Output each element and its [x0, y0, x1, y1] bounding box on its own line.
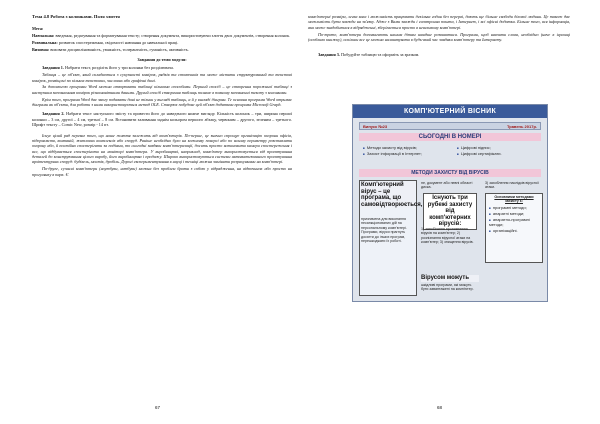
list-item: ■ організаційні.	[489, 228, 541, 233]
goal-educational: Навчальна: введення, редагування та форматування тексту; створення документа, використовуючи злиття двох документів, створення колонок.	[32, 32, 291, 38]
topic-title: Тема 4.8 Робота з колонками. Поля злиття	[32, 14, 120, 19]
virus-description: призначена для виконання несанкціонованих дій на персональному комп'ютері. Програми, віруси прагнуть досягти до інших програм, перешкоджати їх роботі.	[361, 217, 407, 244]
goal-label: Мета:	[32, 25, 44, 31]
methods-box-heading: Основними методами захисту є:	[494, 195, 534, 204]
right-page	[300, 0, 600, 424]
task-1-paragraph: Крім того, програма Word дає змогу подавати дані не тільки у вигляді таблиць, а й у вигляді діаграм. Те основна програма Word отримає діаграми як об'єкти, для роботи з ними використовується метод OLE. Створює побудове цей об'єкт додатком програма Microsoft Graph.	[32, 96, 292, 107]
in-issue-heading: СЬОГОДНІ В НОМЕРІ	[359, 133, 541, 141]
column-2-top: не, документ або певні області диска.	[421, 181, 473, 190]
task-1-paragraph: Таблиця – це об'єкт, який складається з сукупності комірок, рядків та стовпчиків та може містити структурований та текстові комірок, розміщені по кількох текстових, числових або графічні дані.	[32, 72, 292, 83]
contents-left	[363, 145, 449, 157]
list-item: ■ Захист інформації в Інтернет;	[363, 151, 449, 156]
goal-developing: Розвивальна: розвиток спостереження, свідомості навчання до навчальної праці.	[32, 39, 179, 45]
list-item: ■ Цифрові підпис;	[457, 145, 541, 150]
defense-list: 1) запобігання проникненню вірусів на комп'ютер; 2) розпізнання вірусної атаки на комп'ютер; 3) знищення вірусів.	[421, 227, 474, 245]
list-item: ■ Методи захисту від вірусів;	[363, 145, 449, 150]
page-number: 68	[437, 405, 443, 410]
right-paragraph: комп'ютерні розміри, легка вага і можливість працювати декілька годин без перерві, дають ще більше свободи ділової людини. Це також дає можливість бути завжди на зв'язку. Адже з Вами завжди і електронна пошта, і Інтернет, і всі офісні додатки. Більше того, вся інформація, яка може знадобитися в відрядженні, зберігається просто в невеликому комп'ютері.	[308, 14, 570, 30]
defense-lines: Існують три рубежі захисту від комп'ютерних вірусів:	[423, 193, 477, 230]
bottom-heading: Вірусом можуть	[421, 275, 479, 282]
issue-number: Випуск №23	[363, 124, 388, 129]
list-item: ■ апаратно-програмні методи;	[489, 217, 541, 227]
tasks-heading: Завдання до теми модуля:	[137, 56, 187, 62]
list-item: ■ програмні методи;	[489, 205, 541, 210]
task-2: Завдання 2. Набрати текст наступного змісту та привести його до наведеного нижче вигляду. Кількість колонок – три, ширина першої колонки – 3 см, другої – 4 см, третьої – 8 см. Встановити заливання заднім кольором першого абзацу, червоним – другого, зеленим – третього. Шрифт тексту – Comic New, розмір - 14 пт.	[32, 111, 292, 128]
column-3-top: 3) захоблення наслідків вірусної атаки.	[485, 181, 539, 190]
task-2-paragraph: По-друге, сучасні комп'ютери (ноутбуки, нетбуки) можна без проблем брати з собою у відрядження, на відпочинок або просто на прогулянку в парк. Є	[32, 166, 292, 177]
right-paragraph: По-третє, комп'ютери допомагають нашим дітям швидше розвиватися. Програми, щоб навчити слова, необхідно (наче в іграшці (особливо книжку), оскільки все це можна налаштувати в будь-який час завдяки комп'ютеру та Інтернету.	[308, 31, 570, 42]
task-2-paragraph: Існує цілий ряд переваг того, що наше життя залежить від комп'ютерів. По-перше, це значно спрощує організацію охорони офісів, підприємств, компаній, житлових комплексів або споруд. Раніше необхідно було на кожному поверсі або по всьому периметру розставляти охорону або, й постійно спостерігати за подіями, то сьогодні завдяки комп'ютеризації, досить просто встановити камери спостереження і все, що відбувається спостерігати на моніторі комп'ютера. У виробництві, наприклад, комп'ютер використовується від проектування деталей до конструювання цілого виробу, його виробництва і продажу. Широко використовуються системи автоматизованого проектування архітектурних споруд: будівель, мостів, дробіль. Дорогі експериментування в науці і техніці можна замінити розрахунками на комп'ютері.	[32, 132, 292, 165]
methods-list	[489, 205, 541, 234]
goal-upbringing: Виховна: виховати дисциплінованість, уважність, толерантність, гуманість, активність.	[32, 46, 189, 52]
task-3: Завдання 3. Побудуйте таблицю та оформіть за зразком.	[318, 52, 420, 58]
issue-date: Травень 2017р.	[506, 124, 537, 129]
newspaper-sample	[352, 104, 548, 302]
bottom-text: шкідливі програми, які можуть бути завантажені на комп'ютер.	[421, 283, 474, 292]
list-item: ■ апаратні методи;	[489, 211, 541, 216]
page-number: 67	[155, 405, 161, 410]
left-page-text	[32, 14, 292, 179]
methods-heading: МЕТОДИ ЗАХИСТУ ВІД ВІРУСІВ	[359, 169, 541, 177]
contents-right	[457, 145, 541, 157]
list-item: ■ Цифрові сертифікати.	[457, 151, 541, 156]
newspaper-banner: КОМП'ЮТЕРНИЙ ВІСНИК	[353, 105, 547, 118]
issue-bar	[359, 122, 541, 130]
task-1: Завдання 1. Набрати текст, розділіть його у три колонки без розділювача.	[42, 65, 174, 71]
task-1-paragraph: За допомогою програми Word можна створювати таблиці кількома способами. Перший спосіб – це створення порожньої таблиці з наступним заповненням комірок різноманітними даними. Другий спосіб створення таблиць полягає в повному заповненні тексту з колонками.	[32, 84, 292, 95]
virus-definition: Комп'ютерний вірус – це програма, що самовідтворюється,	[361, 182, 423, 208]
right-page-text	[308, 14, 570, 59]
